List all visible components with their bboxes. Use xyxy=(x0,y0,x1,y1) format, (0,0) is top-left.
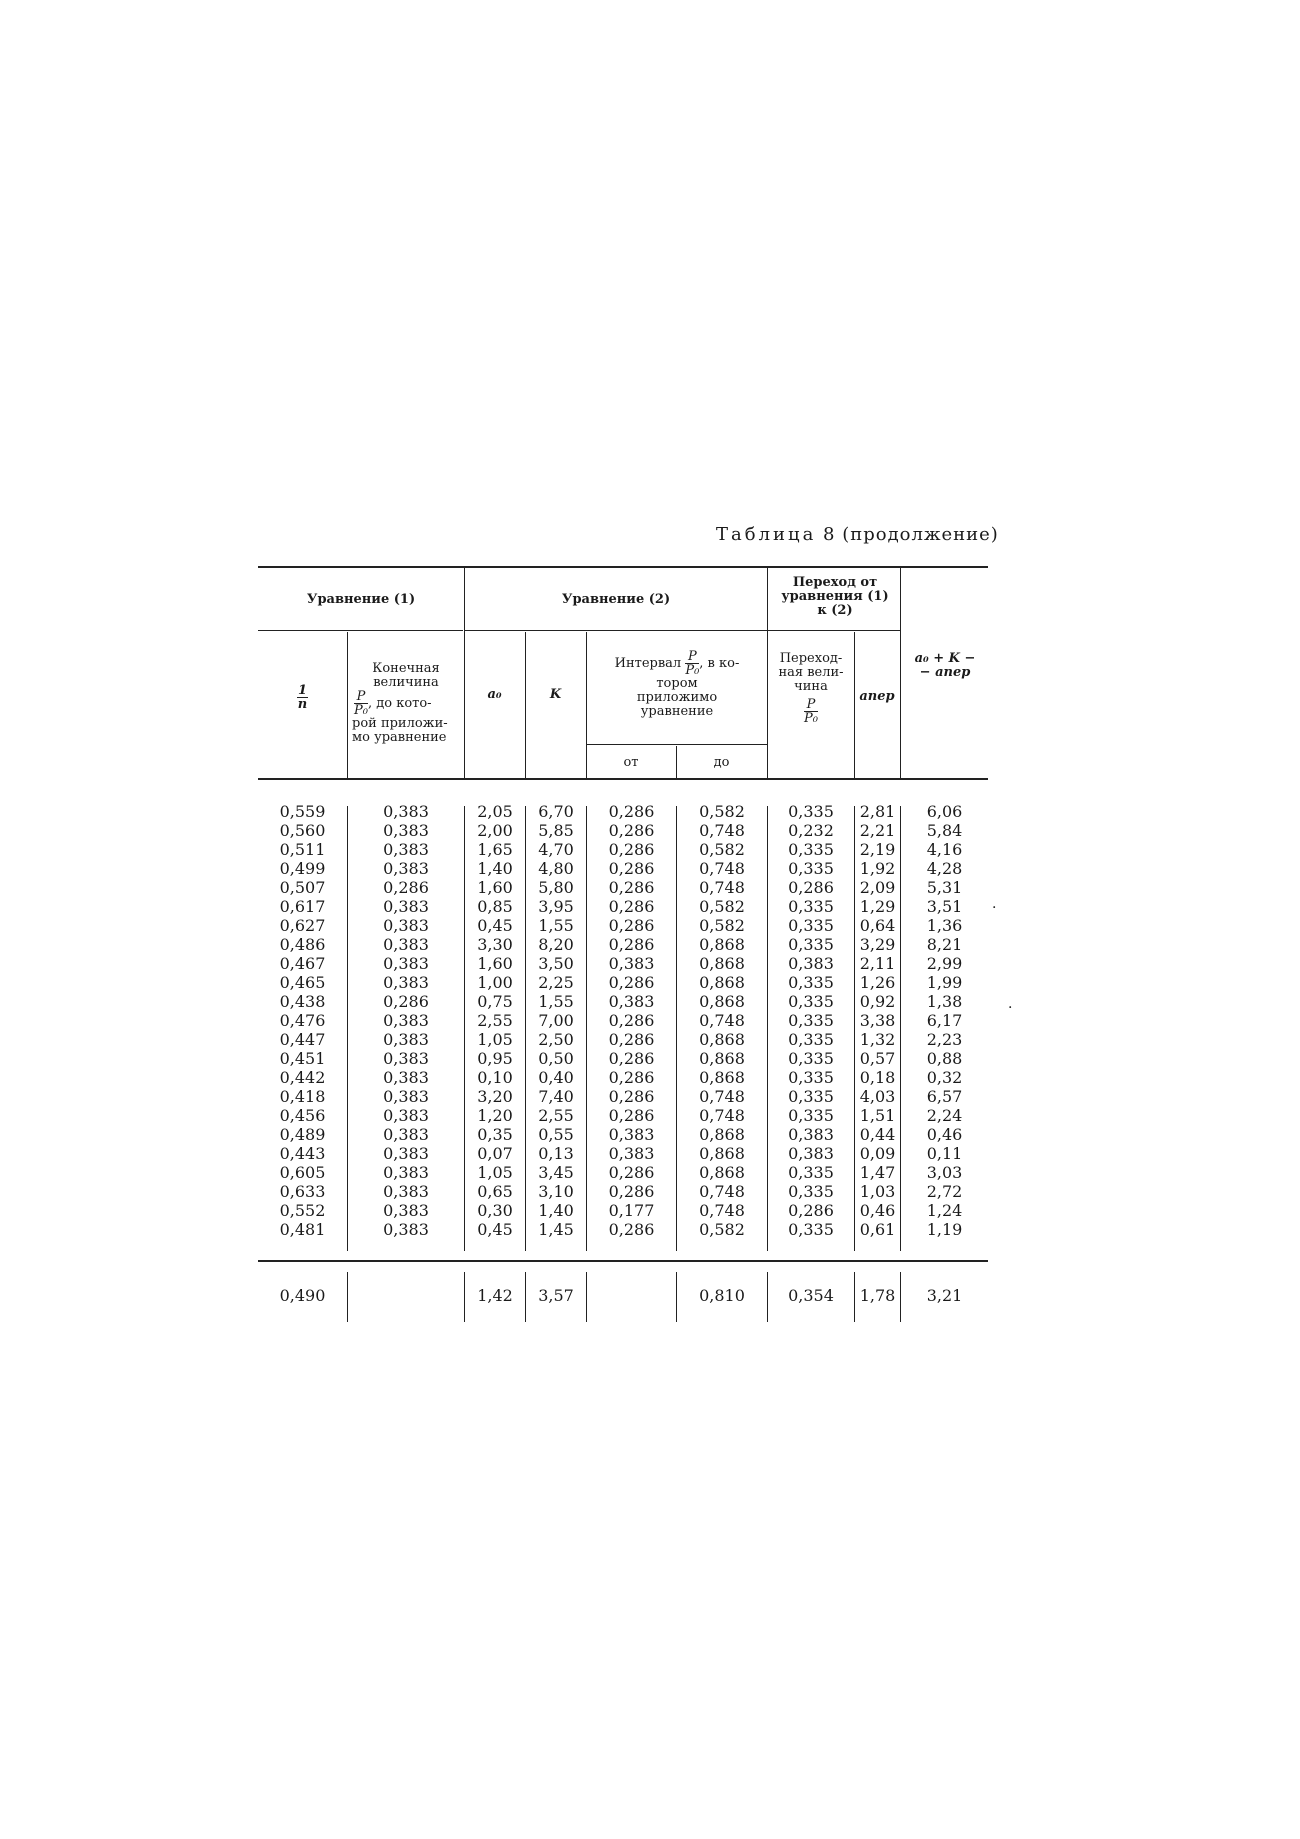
table-cell: 3,30 xyxy=(477,935,513,954)
table-cell: 1,20 xyxy=(477,1106,513,1125)
table-cell: 0,868 xyxy=(699,992,745,1011)
table-cell: 0,633 xyxy=(279,1182,326,1201)
table-cell: 8,21 xyxy=(926,935,963,954)
table-cell: 0,486 xyxy=(279,935,326,954)
table-cell: 0,65 xyxy=(477,1182,513,1201)
table-cell: 0,335 xyxy=(788,897,834,916)
table-cell: 0,383 xyxy=(383,973,429,992)
table-cell: 0,748 xyxy=(699,878,745,897)
rule-interval xyxy=(586,744,767,745)
table-cell: 0,383 xyxy=(788,1144,834,1163)
table-cell: 1,55 xyxy=(538,916,574,935)
table-cell: 0,286 xyxy=(383,992,429,1011)
header-sum xyxy=(902,652,988,680)
table-cell: 1,40 xyxy=(538,1201,574,1220)
table-cell: 2,09 xyxy=(859,878,896,897)
table-cell: 0,95 xyxy=(477,1049,513,1068)
trans-value-text: Переход- ная вели- чина xyxy=(778,651,844,694)
header-final-value xyxy=(350,662,462,745)
table-cell: 0,09 xyxy=(859,1144,896,1163)
table-cell: 0,582 xyxy=(699,1220,745,1239)
table-cell: 7,00 xyxy=(538,1011,574,1030)
interval-pre: Интервал xyxy=(614,656,682,671)
col-to xyxy=(677,802,767,1239)
table-cell: 0,286 xyxy=(608,1030,655,1049)
header-trans-value xyxy=(769,652,853,725)
table-cell: 0,748 xyxy=(699,1182,745,1201)
summary-aper: 1,78 xyxy=(859,1286,896,1305)
summary-trans: 0,354 xyxy=(788,1286,834,1305)
table-cell: 4,28 xyxy=(926,859,963,878)
table-cell: 0,383 xyxy=(608,992,655,1011)
table-cell: 1,32 xyxy=(859,1030,896,1049)
table-cell: 0,286 xyxy=(608,1182,655,1201)
table-cell: 0,476 xyxy=(279,1011,326,1030)
table-cell: 0,442 xyxy=(279,1068,326,1087)
table-cell: 0,64 xyxy=(859,916,896,935)
col-n xyxy=(258,802,347,1239)
vrule-6 xyxy=(767,566,768,780)
header-interval xyxy=(588,650,766,719)
table-cell: 0,286 xyxy=(608,973,655,992)
caption-rest: 8 (продолжение) xyxy=(816,524,999,545)
table-cell: 0,443 xyxy=(279,1144,326,1163)
table-cell: 3,29 xyxy=(859,935,896,954)
stray-mark-1: · xyxy=(992,900,997,916)
table-cell: 0,383 xyxy=(608,1144,655,1163)
table-cell: 0,286 xyxy=(608,1049,655,1068)
table-cell: 0,605 xyxy=(279,1163,326,1182)
table-cell: 0,383 xyxy=(383,840,429,859)
table-cell: 0,748 xyxy=(699,859,745,878)
vrule-sum-4 xyxy=(586,1272,587,1322)
table-cell: 0,286 xyxy=(608,1068,655,1087)
table-cell: 0,748 xyxy=(699,1087,745,1106)
table-cell: 0,383 xyxy=(383,1182,429,1201)
table-cell: 1,00 xyxy=(477,973,513,992)
table-cell: 0,286 xyxy=(788,1201,834,1220)
table-cell: 0,335 xyxy=(788,1182,834,1201)
table-cell: 0,499 xyxy=(279,859,326,878)
table-cell: 0,50 xyxy=(538,1049,574,1068)
table-cell: 2,25 xyxy=(538,973,574,992)
table-cell: 0,286 xyxy=(788,878,834,897)
table-cell: 0,748 xyxy=(699,821,745,840)
header-a-per: aпер xyxy=(859,689,895,704)
summary-to: 0,810 xyxy=(699,1286,745,1305)
trans-value-fraction: $\frac{P}{\text{P₀}}$ xyxy=(804,697,818,726)
table-cell: 0,46 xyxy=(926,1125,963,1144)
table-cell: 0,868 xyxy=(699,1144,745,1163)
table-cell: 0,07 xyxy=(477,1144,513,1163)
table-cell: 0,383 xyxy=(788,954,834,973)
table-caption xyxy=(716,524,999,545)
header-eq2: Уравнение (2) xyxy=(561,592,671,607)
summary-sum: 3,21 xyxy=(926,1286,963,1305)
table-cell: 3,10 xyxy=(538,1182,574,1201)
table-cell: 0,383 xyxy=(788,1125,834,1144)
table-cell: 0,40 xyxy=(538,1068,574,1087)
header-to: до xyxy=(713,755,730,770)
rule-header-bottom xyxy=(258,778,988,780)
table-cell: 0,383 xyxy=(383,1125,429,1144)
table-cell: 0,383 xyxy=(608,1125,655,1144)
table-cell: 0,30 xyxy=(477,1201,513,1220)
table-cell: 0,507 xyxy=(279,878,326,897)
header-transition: Переход от уравнения (1) к (2) xyxy=(781,575,889,618)
table-cell: 4,03 xyxy=(859,1087,896,1106)
table-cell: 0,383 xyxy=(383,916,429,935)
table-cell: 0,383 xyxy=(383,954,429,973)
table-cell: 0,383 xyxy=(383,935,429,954)
table-cell: 0,286 xyxy=(608,1163,655,1182)
table-cell: 0,45 xyxy=(477,1220,513,1239)
table-cell: 0,286 xyxy=(608,935,655,954)
table-cell: 0,447 xyxy=(279,1030,326,1049)
table-cell: 3,95 xyxy=(538,897,574,916)
table-cell: 1,36 xyxy=(926,916,963,935)
table-cell: 0,383 xyxy=(383,1220,429,1239)
table-cell: 0,335 xyxy=(788,935,834,954)
table-cell: 0,286 xyxy=(608,878,655,897)
table-cell: 0,286 xyxy=(608,859,655,878)
table-cell: 1,26 xyxy=(859,973,896,992)
table-cell: 0,560 xyxy=(279,821,326,840)
table-cell: 1,19 xyxy=(926,1220,963,1239)
header-K: K xyxy=(549,687,562,702)
table-cell: 2,00 xyxy=(477,821,513,840)
table-cell: 0,868 xyxy=(699,1163,745,1182)
table-cell: 0,748 xyxy=(699,1011,745,1030)
table-cell: 0,868 xyxy=(699,1068,745,1087)
table-cell: 0,335 xyxy=(788,1087,834,1106)
table-cell: 0,868 xyxy=(699,935,745,954)
table-cell: 0,335 xyxy=(788,1030,834,1049)
table-cell: 0,383 xyxy=(383,1144,429,1163)
table-cell: 5,31 xyxy=(926,878,963,897)
table-cell: 5,80 xyxy=(538,878,574,897)
table-cell: 1,65 xyxy=(477,840,513,859)
interval-bottom: тором приложимо уравнение xyxy=(636,676,718,719)
table-cell: 0,286 xyxy=(608,916,655,935)
table-cell: 0,748 xyxy=(699,1106,745,1125)
table-cell: 4,16 xyxy=(926,840,963,859)
table-cell: 0,418 xyxy=(279,1087,326,1106)
table-cell: 0,383 xyxy=(383,802,429,821)
table-cell: 0,177 xyxy=(608,1201,655,1220)
table-cell: 3,20 xyxy=(477,1087,513,1106)
table-cell: 0,11 xyxy=(926,1144,963,1163)
table-cell: 0,627 xyxy=(279,916,326,935)
col-trans xyxy=(768,802,854,1239)
table-cell: 1,60 xyxy=(477,954,513,973)
table-cell: 1,24 xyxy=(926,1201,963,1220)
header-from: от xyxy=(623,755,639,770)
table-cell: 1,38 xyxy=(926,992,963,1011)
table-cell: 3,03 xyxy=(926,1163,963,1182)
table-cell: 0,286 xyxy=(608,1011,655,1030)
table-cell: 1,03 xyxy=(859,1182,896,1201)
table-cell: 0,335 xyxy=(788,1106,834,1125)
table-cell: 4,70 xyxy=(538,840,574,859)
table-cell: 0,46 xyxy=(859,1201,896,1220)
table-cell: 0,451 xyxy=(279,1049,326,1068)
col-aper xyxy=(855,802,900,1239)
rule-eq2 xyxy=(465,630,767,631)
table-cell: 0,286 xyxy=(608,1087,655,1106)
table-cell: 0,13 xyxy=(538,1144,574,1163)
table-cell: 0,582 xyxy=(699,897,745,916)
table-cell: 0,582 xyxy=(699,840,745,859)
table-cell: 8,20 xyxy=(538,935,574,954)
final-value-tail: , до кото- xyxy=(367,696,432,711)
vrule-sum-1 xyxy=(347,1272,348,1322)
table-cell: 0,335 xyxy=(788,916,834,935)
table-cell: 5,84 xyxy=(926,821,963,840)
table-cell: 0,92 xyxy=(859,992,896,1011)
table-cell: 0,18 xyxy=(859,1068,896,1087)
table-cell: 6,06 xyxy=(926,802,963,821)
table-cell: 0,383 xyxy=(383,1106,429,1125)
table-cell: 0,383 xyxy=(383,1049,429,1068)
table-cell: 0,45 xyxy=(477,916,513,935)
table-cell: 2,55 xyxy=(538,1106,574,1125)
table-cell: 2,05 xyxy=(477,802,513,821)
final-value-bottom: рой приложи- мо уравнение xyxy=(352,716,448,745)
table-cell: 0,335 xyxy=(788,802,834,821)
table-cell: 0,383 xyxy=(383,859,429,878)
table-cell: 0,286 xyxy=(608,840,655,859)
table-cell: 0,868 xyxy=(699,954,745,973)
table-cell: 0,582 xyxy=(699,916,745,935)
col-from xyxy=(587,802,676,1239)
table-cell: 0,32 xyxy=(926,1068,963,1087)
table-cell: 0,85 xyxy=(477,897,513,916)
header-a0: a₀ xyxy=(487,687,502,702)
sum-line2: − aпер xyxy=(919,665,971,680)
vrule-3 xyxy=(525,632,526,780)
table-cell: 1,40 xyxy=(477,859,513,878)
table-cell: 2,21 xyxy=(859,821,896,840)
header-n xyxy=(258,684,347,711)
vrule-8 xyxy=(900,566,901,780)
table-cell: 0,335 xyxy=(788,1220,834,1239)
table-cell: 3,38 xyxy=(859,1011,896,1030)
table-cell: 0,232 xyxy=(788,821,834,840)
data-table xyxy=(258,566,988,1322)
table-cell: 0,286 xyxy=(608,821,655,840)
rule-top xyxy=(258,566,988,568)
table-cell: 0,286 xyxy=(608,802,655,821)
table-cell: 0,868 xyxy=(699,1125,745,1144)
table-cell: 0,467 xyxy=(279,954,326,973)
col-sum xyxy=(901,802,988,1239)
table-cell: 0,552 xyxy=(279,1201,326,1220)
table-cell: 0,61 xyxy=(859,1220,896,1239)
table-cell: 1,60 xyxy=(477,878,513,897)
table-cell: 0,335 xyxy=(788,1049,834,1068)
summary-a0: 1,42 xyxy=(477,1286,513,1305)
table-cell: 0,748 xyxy=(699,1201,745,1220)
table-cell: 0,286 xyxy=(383,878,429,897)
table-cell: 0,335 xyxy=(788,973,834,992)
table-cell: 1,99 xyxy=(926,973,963,992)
table-cell: 7,40 xyxy=(538,1087,574,1106)
table-cell: 0,335 xyxy=(788,1068,834,1087)
table-cell: 0,559 xyxy=(279,802,326,821)
table-cell: 3,45 xyxy=(538,1163,574,1182)
table-cell: 0,335 xyxy=(788,840,834,859)
col-final xyxy=(348,802,464,1239)
table-cell: 0,335 xyxy=(788,859,834,878)
table-cell: 0,582 xyxy=(699,802,745,821)
table-cell: 0,489 xyxy=(279,1125,326,1144)
table-cell: 2,11 xyxy=(859,954,896,973)
caption-word: Таблица xyxy=(716,524,817,545)
table-cell: 0,10 xyxy=(477,1068,513,1087)
table-cell: 1,05 xyxy=(477,1163,513,1182)
summary-K: 3,57 xyxy=(538,1286,574,1305)
summary-n: 0,490 xyxy=(279,1286,326,1305)
table-cell: 0,868 xyxy=(699,1049,745,1068)
rule-eq1 xyxy=(258,630,463,631)
table-cell: 2,72 xyxy=(926,1182,963,1201)
table-cell: 1,55 xyxy=(538,992,574,1011)
table-cell: 0,438 xyxy=(279,992,326,1011)
table-cell: 0,465 xyxy=(279,973,326,992)
table-cell: 0,383 xyxy=(383,1201,429,1220)
col-a0 xyxy=(465,802,525,1239)
table-cell: 5,85 xyxy=(538,821,574,840)
table-cell: 0,335 xyxy=(788,1163,834,1182)
final-value-top: Конечная величина xyxy=(372,661,440,690)
table-cell: 0,35 xyxy=(477,1125,513,1144)
table-cell: 0,383 xyxy=(608,954,655,973)
table-cell: 3,51 xyxy=(926,897,963,916)
table-cell: 6,57 xyxy=(926,1087,963,1106)
table-cell: 0,383 xyxy=(383,1030,429,1049)
table-cell: 0,383 xyxy=(383,821,429,840)
table-cell: 1,47 xyxy=(859,1163,896,1182)
rule-summary xyxy=(258,1260,988,1262)
table-cell: 0,286 xyxy=(608,897,655,916)
table-cell: 0,88 xyxy=(926,1049,963,1068)
interval-fraction: $\frac{P}{\text{P₀}}$ xyxy=(685,649,700,678)
table-cell: 1,29 xyxy=(859,897,896,916)
table-cell: 1,92 xyxy=(859,859,896,878)
table-cell: 2,50 xyxy=(538,1030,574,1049)
table-cell: 0,383 xyxy=(383,1011,429,1030)
sum-line1: a₀ + K − xyxy=(914,651,976,666)
table-cell: 6,17 xyxy=(926,1011,963,1030)
table-cell: 0,868 xyxy=(699,973,745,992)
table-cell: 1,05 xyxy=(477,1030,513,1049)
table-cell: 2,24 xyxy=(926,1106,963,1125)
table-cell: 0,55 xyxy=(538,1125,574,1144)
table-cell: 6,70 xyxy=(538,802,574,821)
table-cell: 0,75 xyxy=(477,992,513,1011)
table-cell: 1,45 xyxy=(538,1220,574,1239)
col-K xyxy=(526,802,586,1239)
table-cell: 0,481 xyxy=(279,1220,326,1239)
final-value-fraction: $\frac{P}{\text{P₀}}$ xyxy=(354,689,368,718)
interval-post: , в ко- xyxy=(699,656,740,671)
table-cell: 0,456 xyxy=(279,1106,326,1125)
table-cell: 0,335 xyxy=(788,992,834,1011)
table-cell: 0,383 xyxy=(383,897,429,916)
table-cell: 3,50 xyxy=(538,954,574,973)
table-cell: 0,335 xyxy=(788,1011,834,1030)
table-cell: 0,383 xyxy=(383,1068,429,1087)
table-cell: 2,55 xyxy=(477,1011,513,1030)
table-cell: 1,51 xyxy=(859,1106,896,1125)
table-cell: 2,81 xyxy=(859,802,896,821)
header-eq1: Уравнение (1) xyxy=(306,592,416,607)
table-cell: 2,99 xyxy=(926,954,963,973)
table-cell: 0,617 xyxy=(279,897,326,916)
table-cell: 0,286 xyxy=(608,1220,655,1239)
table-cell: 2,23 xyxy=(926,1030,963,1049)
table-cell: 0,868 xyxy=(699,1030,745,1049)
table-cell: 0,511 xyxy=(279,840,326,859)
n-fraction: $\frac{1}{n}$ xyxy=(297,683,308,712)
table-cell: 4,80 xyxy=(538,859,574,878)
rule-transition xyxy=(767,630,900,631)
table-cell: 0,286 xyxy=(608,1106,655,1125)
table-cell: 0,383 xyxy=(383,1087,429,1106)
stray-mark-2: · xyxy=(1008,1000,1013,1016)
vrule-7 xyxy=(854,632,855,780)
table-cell: 0,57 xyxy=(859,1049,896,1068)
table-cell: 0,383 xyxy=(383,1163,429,1182)
table-cell: 2,19 xyxy=(859,840,896,859)
table-cell: 0,44 xyxy=(859,1125,896,1144)
vrule-1 xyxy=(347,632,348,780)
